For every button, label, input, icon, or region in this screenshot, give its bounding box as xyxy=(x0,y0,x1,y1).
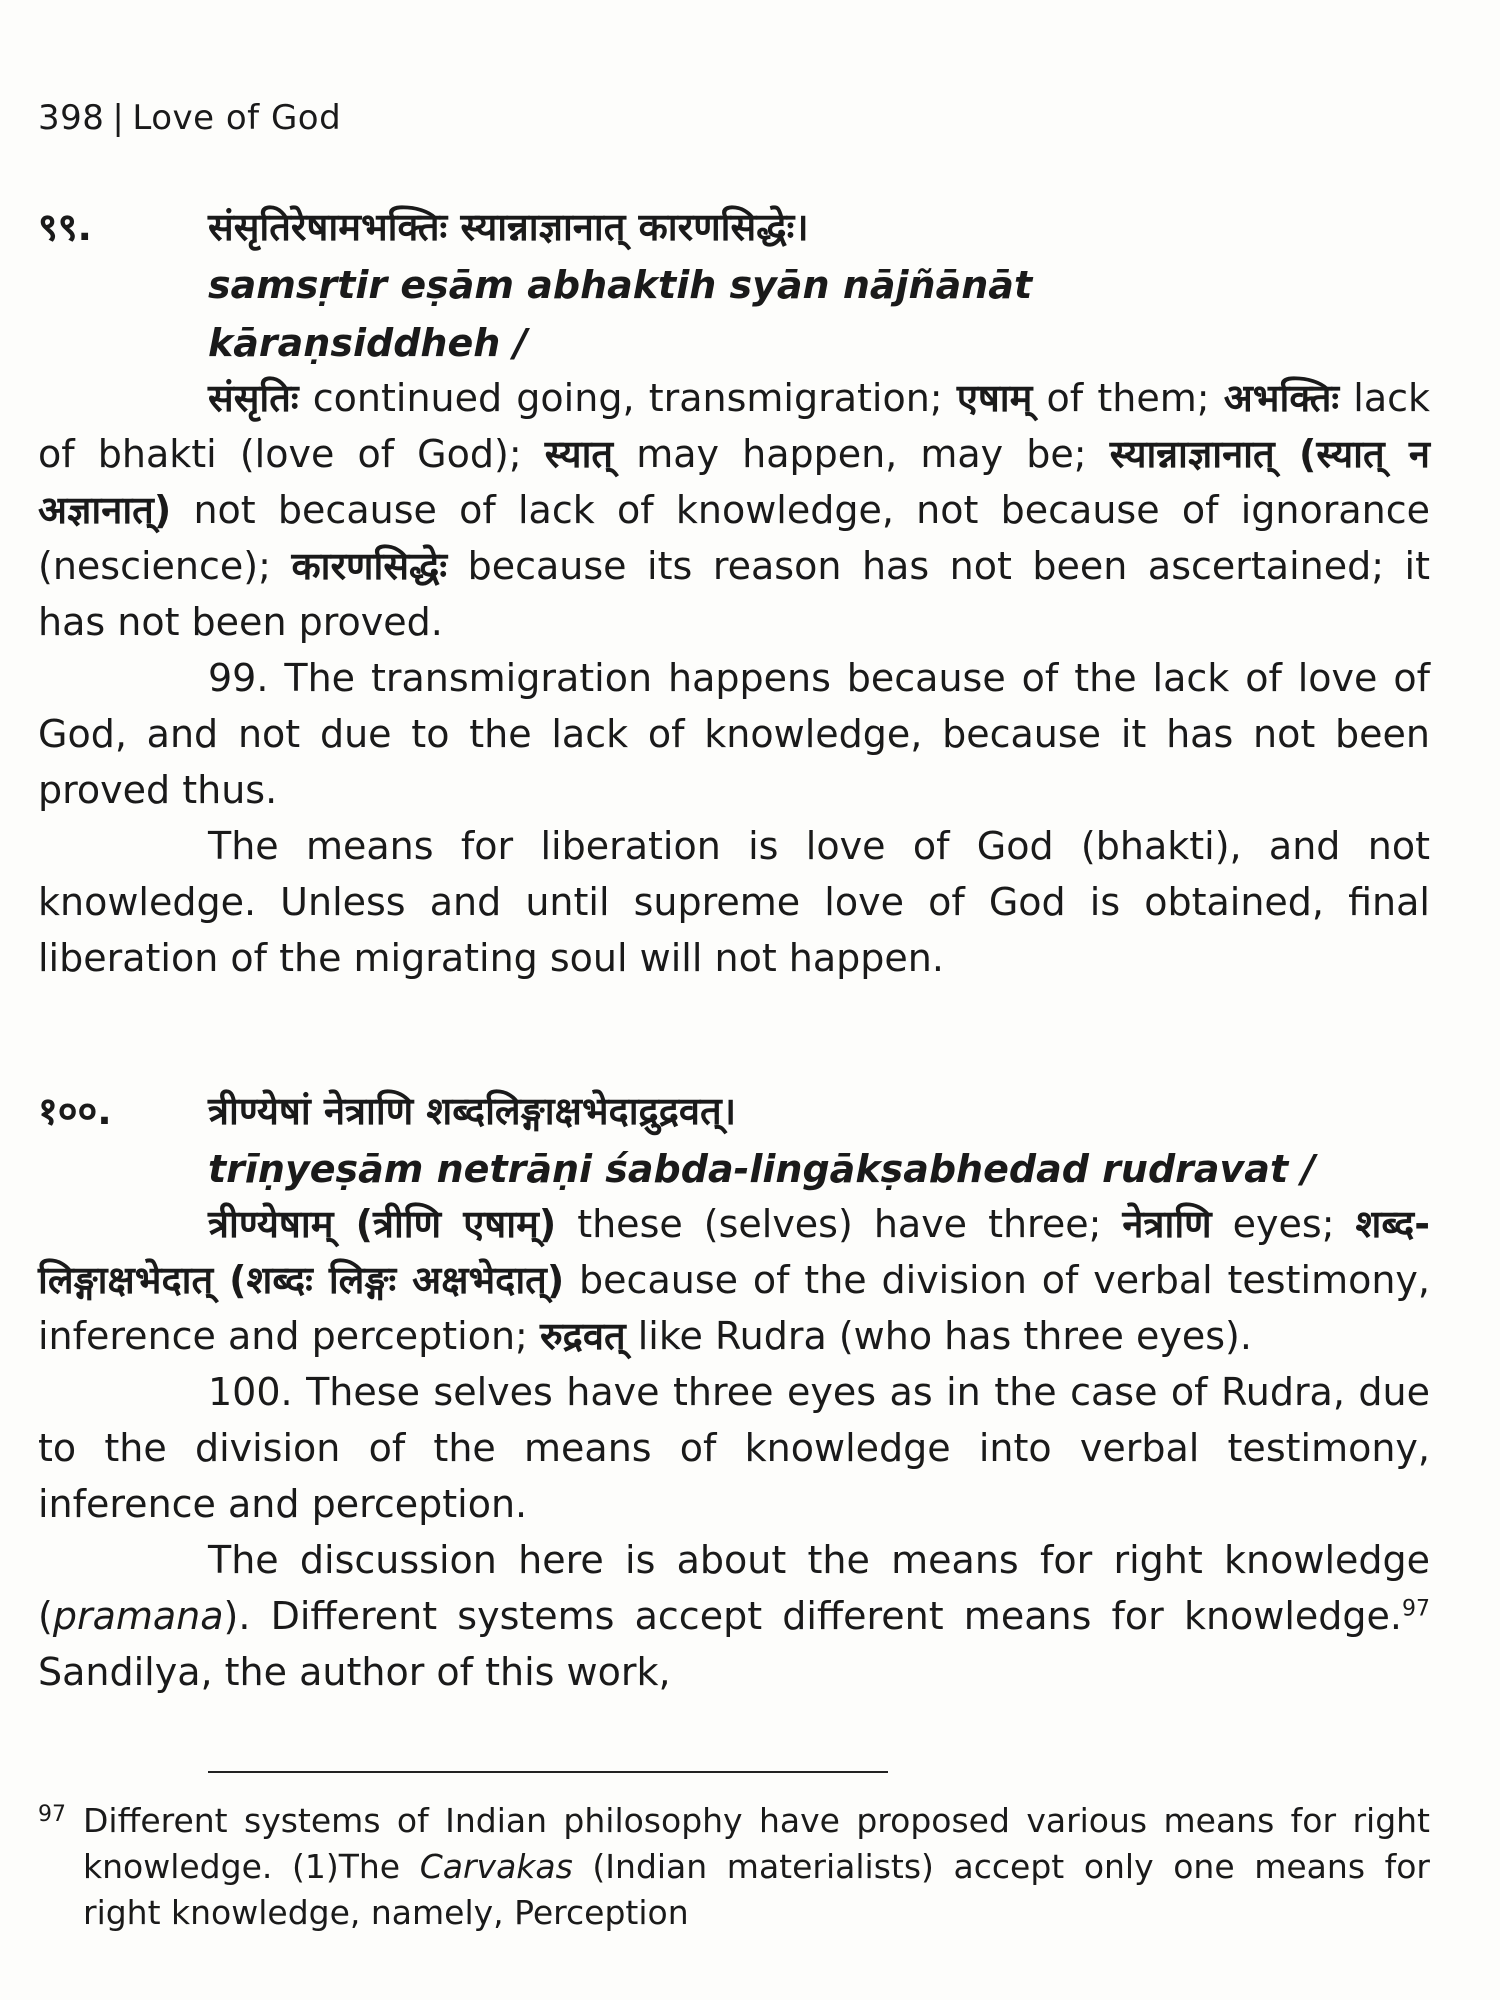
footnote-text-part: Different systems of Indian philosophy have proposed various means for right knowledge. (1)The xyxy=(83,1801,1430,1886)
gloss-meaning: because of the division of verbal testimony, inference and perception; xyxy=(38,1258,1430,1358)
footnote-97 xyxy=(38,1798,1430,1936)
commentary-text: Sandilya, the author of this work, xyxy=(38,1650,671,1694)
sutra-100-transliteration: trīṇyeṣām netrāṇi śabda-lingākṣabhedad rudravat / xyxy=(208,1147,1316,1191)
gloss-meaning: continued going, transmigration; xyxy=(298,376,957,420)
gloss-meaning: lack of bhakti (love of God); xyxy=(38,376,1431,476)
sutra-99-number: ९९. xyxy=(38,205,92,249)
gloss-meaning: like Rudra (who has three eyes). xyxy=(625,1314,1252,1358)
gloss-term: शब्द-लिङ्गाक्षभेदात् (शब्दः लिङ्गः अक्षभेदात्) xyxy=(38,1202,1430,1302)
sutra-100-body xyxy=(38,1196,1430,1700)
footnote-text-part: (Indian materialists) accept only one means for right knowledge, namely, Perception xyxy=(83,1847,1430,1932)
gloss-term: स्यात् xyxy=(544,432,614,476)
footnote-number: 97 xyxy=(38,1802,66,1827)
sutra-99-body xyxy=(38,370,1430,986)
header-separator: | xyxy=(112,98,125,138)
gloss-meaning: eyes; xyxy=(1211,1202,1356,1246)
sutra-100-heading xyxy=(38,1082,1430,1198)
sutra-100-translation: 100. These selves have three eyes as in the case of Rudra, due to the division of the means of knowledge into verbal testimony, inference and perception. xyxy=(38,1370,1430,1526)
gloss-meaning: may happen, may be; xyxy=(613,432,1110,476)
gloss-meaning: not because of lack of knowledge, not because of ignorance (nescience); xyxy=(38,488,1430,588)
sutra-100-devanagari: त्रीण्येषां नेत्राणि शब्दलिङ्गाक्षभेदाद्रुद्रवत्। xyxy=(208,1089,737,1133)
sutra-99-translation: 99. The transmigration happens because of the lack of love of God, and not due to the lack of knowledge, because it has not been proved thus. xyxy=(38,656,1430,812)
footnote-reference[interactable]: 97 xyxy=(1402,1596,1430,1622)
page-number: 398 xyxy=(38,98,105,138)
gloss-term: स्यान्नाज्ञानात् (स्यात् न अज्ञानात्) xyxy=(38,432,1430,532)
gloss-meaning: of them; xyxy=(1032,376,1224,420)
sutra-99-gloss xyxy=(38,370,1430,650)
gloss-term: एषाम् xyxy=(956,376,1033,420)
sutra-99-heading xyxy=(38,198,1430,372)
gloss-meaning: these (selves) have three; xyxy=(556,1202,1123,1246)
sutra-99-transliteration-1: samsṛtir eṣām abhaktih syān nājñānāt xyxy=(208,263,1033,307)
gloss-term: अभक्तिः xyxy=(1223,376,1340,420)
gloss-meaning: because its reason has not been ascertained; it has not been proved. xyxy=(38,544,1430,644)
commentary-text: ). Different systems accept different means for knowledge. xyxy=(223,1594,1402,1638)
sutra-100-number: १००. xyxy=(38,1089,112,1133)
sutra-100-gloss xyxy=(38,1196,1430,1364)
commentary-emphasis: pramana xyxy=(52,1594,224,1638)
footnote-divider xyxy=(208,1771,888,1773)
gloss-term: त्रीण्येषाम् (त्रीणि एषाम्) xyxy=(208,1202,557,1246)
gloss-term: नेत्राणि xyxy=(1122,1202,1212,1246)
commentary-text: The discussion here is about the means for right knowledge ( xyxy=(38,1538,1430,1638)
gloss-term: कारणसिद्धेः xyxy=(291,544,448,588)
sutra-99-devanagari: संसृतिरेषामभक्तिः स्यान्नाज्ञानात् कारणसिद्धेः। xyxy=(208,205,809,249)
header-title: Love of God xyxy=(132,98,342,138)
sutra-99-transliteration-2: kāraṇsiddheh / xyxy=(208,321,528,365)
footnote-emphasis: Carvakas xyxy=(419,1847,573,1886)
footnote-text xyxy=(83,1798,1430,1936)
gloss-term: संसृतिः xyxy=(208,376,299,420)
sutra-99-commentary: The means for liberation is love of God (bhakti), and not knowledge. Unless and until supreme love of God is obtained, final liberation of the migrating soul will not happen. xyxy=(38,824,1430,980)
running-header xyxy=(38,98,341,138)
gloss-term: रुद्रवत् xyxy=(539,1314,626,1358)
sutra-100-commentary xyxy=(38,1532,1430,1700)
